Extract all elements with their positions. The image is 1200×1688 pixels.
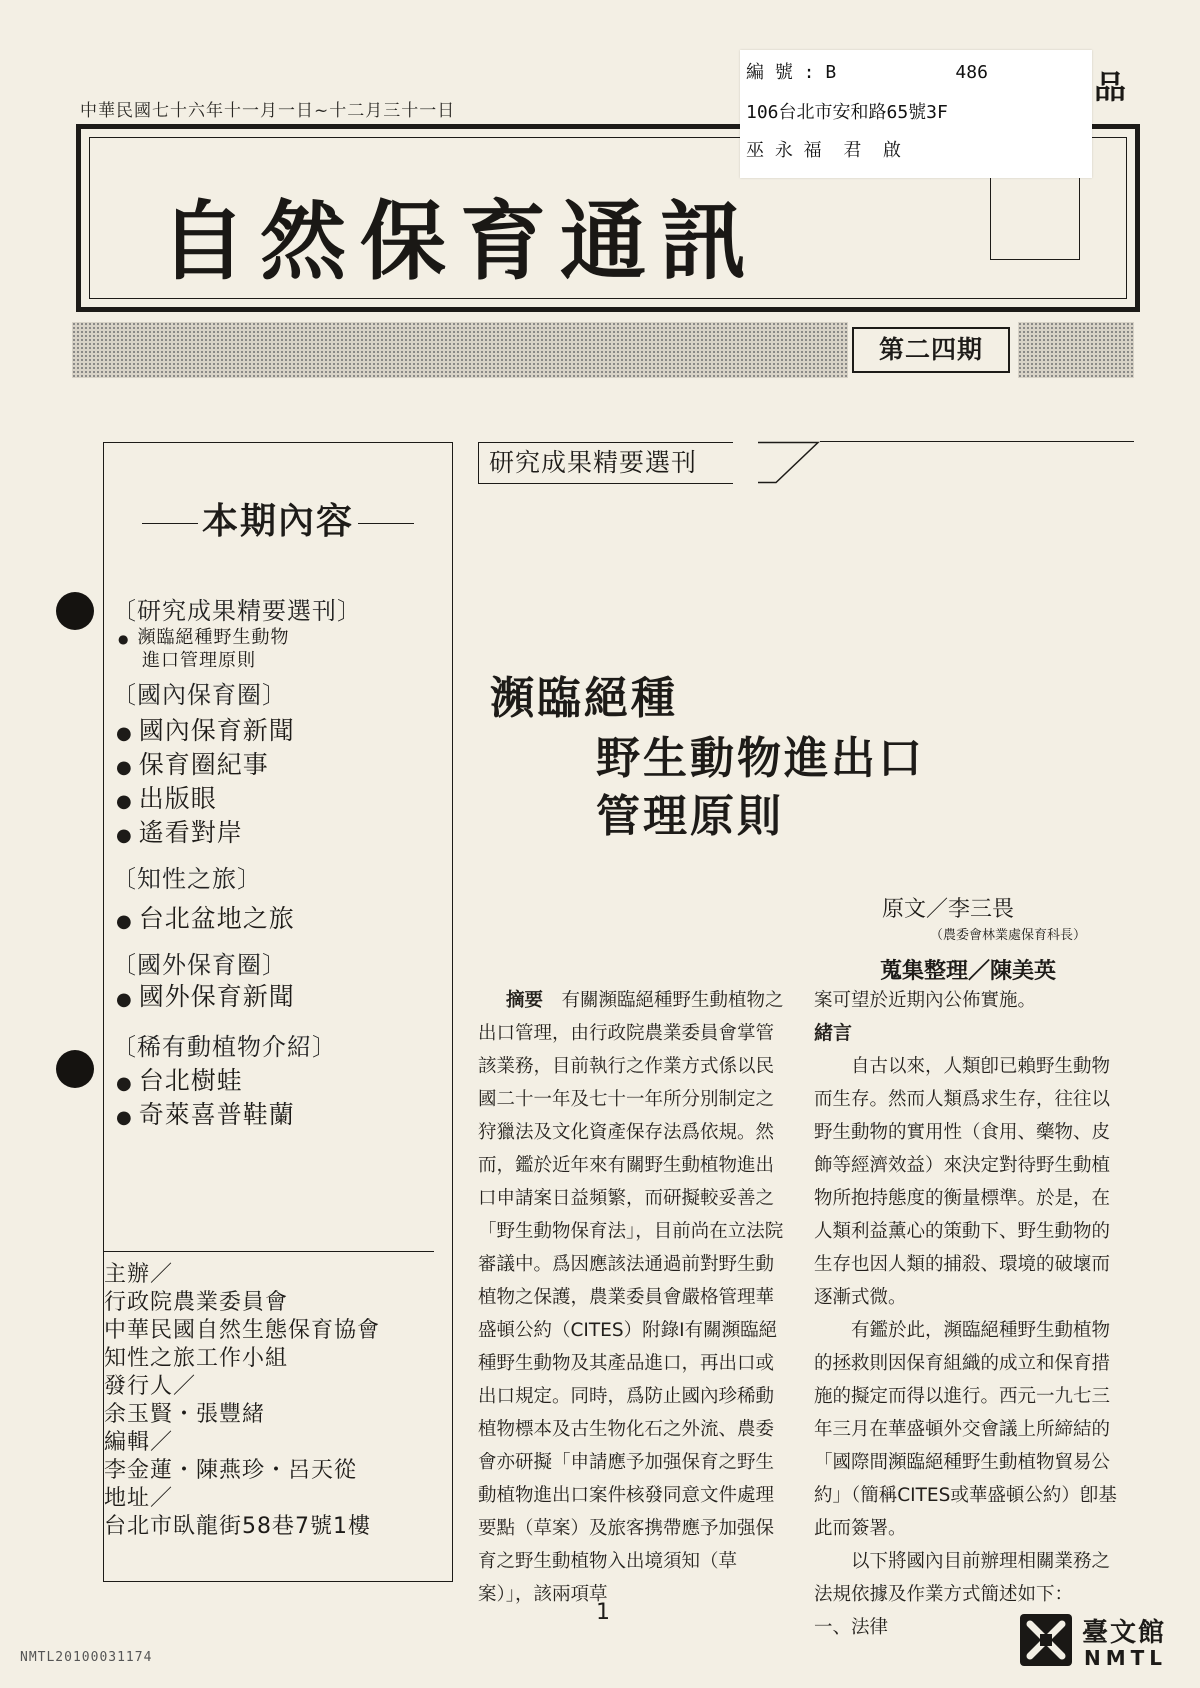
credit-value: 余玉賢・張豐緒 (104, 1402, 266, 1427)
toc-entry-text: 台北盆地之旅 (138, 904, 295, 933)
section-tag: 研究成果精要選刊 (478, 442, 733, 484)
dotted-band-right (1018, 322, 1134, 378)
logo-chinese-name: 臺文館 (1082, 1618, 1167, 1648)
credit-label: 編輯／ (104, 1430, 174, 1455)
toc-entry (116, 977, 295, 1013)
paragraph: 一、法律 (814, 1617, 889, 1638)
page-number: 1 (596, 1600, 610, 1625)
binder-hole (56, 592, 94, 630)
mailing-label-line: 106台北市安和路65號3F (746, 102, 948, 123)
heading-rule (358, 523, 414, 524)
credit-value: 行政院農業委員會 (104, 1290, 289, 1315)
header-rule (820, 441, 1134, 442)
bullet-icon: ● (116, 1073, 133, 1094)
toc-entry (116, 813, 243, 849)
toc-entry-text: 台北樹蛙 (138, 1066, 243, 1095)
credit-label: 發行人／ (104, 1374, 197, 1399)
mailing-label-line: 編 號 : B 486 (746, 62, 988, 83)
toc-heading-text: 本期內容 (201, 501, 354, 542)
article-title-line: 管理原則 (596, 791, 784, 842)
binder-hole (56, 1050, 94, 1088)
toc-entry (116, 745, 269, 781)
dotted-band-left (72, 322, 848, 378)
masthead-edge-char: 品 (1094, 68, 1127, 106)
credit-value: 知性之旅工作小組 (104, 1346, 289, 1371)
toc-category: 〔研究成果精要選刊〕 (112, 597, 362, 625)
article-column-2 (814, 984, 1120, 1644)
toc-category: 〔國外保育圈〕 (112, 951, 287, 979)
paragraph: 以下將國內目前辦理相關業務之法規依據及作業方式簡述如下： (814, 1551, 1111, 1605)
toc-entry (116, 1061, 243, 1097)
toc-category: 〔稀有動植物介紹〕 (112, 1033, 337, 1061)
toc-category: 〔知性之旅〕 (112, 865, 262, 893)
postage-stamp-box (990, 170, 1080, 260)
paragraph: 有鑑於此，瀕臨絕種野生動植物的拯救則因保育組織的成立和保育措施的擬定而得以進行。西元一九七三年三月在華盛頓外交會議上所締結的「國際間瀕臨絕種野生動植物貿易公約」（簡稱CITES或華盛頓公約）卽基此而簽署。 (814, 1320, 1117, 1539)
toc-category: 〔國內保育圈〕 (112, 681, 287, 709)
article-title-line: 瀕臨絕種 (490, 673, 678, 724)
toc-heading (104, 493, 452, 544)
masthead-title: 自然保育通訊 (160, 191, 760, 292)
toc-entry-text: 遙看對岸 (138, 818, 243, 847)
bullet-icon: ● (116, 757, 133, 778)
publication-credits (104, 1261, 444, 1541)
logo-english-name: NMTL (1084, 1646, 1168, 1670)
bullet-icon: ● (116, 791, 133, 812)
toc-entry (118, 627, 289, 672)
credit-value: 台北市臥龍街58巷7號1樓 (104, 1514, 371, 1539)
mailing-label (740, 50, 1092, 178)
mailing-label-line: 巫 永 福 君 啟 (746, 140, 902, 161)
credit-value: 中華民國自然生態保育協會 (104, 1318, 381, 1343)
toc-entry (116, 899, 295, 935)
credit-label: 地址／ (104, 1486, 174, 1511)
bullet-icon: ● (116, 911, 133, 932)
toc-entry-text: 國內保育新聞 (138, 716, 295, 745)
author-affiliation: （農委會林業處保育科長） (930, 928, 1087, 943)
bullet-icon: ● (116, 1107, 133, 1128)
section-heading: 緒言 (814, 1022, 853, 1044)
toc-entry-text: 出版眼 (138, 784, 217, 813)
heading-rule (142, 523, 198, 524)
bullet-icon: ● (116, 825, 133, 846)
toc-entry (116, 711, 295, 747)
paragraph: 自古以來，人類卽已賴野生動物而生存。然而人類爲求生存，往往以野生動物的實用性（食用、藥物、皮飾等經濟效益）來決定對待野生動植物所抱持態度的衡量標準。於是，在人類利益薰心的策動下、野生動物的生存也因人類的捕殺、環境的破壞而逐漸式微。 (814, 1056, 1111, 1308)
article-title-line: 野生動物進出口 (596, 733, 925, 784)
bullet-icon: ● (116, 989, 133, 1010)
issue-number: 第二四期 (852, 327, 1010, 373)
credit-value: 李金蓮・陳燕珍・呂天從 (104, 1458, 358, 1483)
bullet-icon: ● (116, 723, 133, 744)
toc-divider (104, 1251, 434, 1252)
toc-entry-text: 國外保育新聞 (138, 982, 295, 1011)
toc-entry-text: 進口管理原則 (142, 650, 256, 671)
section-tag-corner (758, 438, 820, 484)
paragraph: 案可望於近期內公佈實施。 (814, 990, 1037, 1011)
table-of-contents (103, 442, 453, 1582)
nmtl-logo (1020, 1608, 1188, 1676)
toc-entry (116, 779, 217, 815)
bullet-icon: ● (118, 632, 130, 646)
toc-entry-text: 保育圈紀事 (138, 750, 269, 779)
toc-entry-text: 奇萊喜普鞋蘭 (138, 1100, 295, 1129)
abstract-label: 摘要 (506, 990, 544, 1011)
compiler-byline: 蒐集整理／陳美英 (880, 959, 1057, 984)
publication-date: 中華民國七十六年十一月一日~十二月三十一日 (80, 101, 456, 121)
abstract-text: 有關瀕臨絕種野生動植物之出口管理，由行政院農業委員會掌管該業務，目前執行之作業方式係以民國二十一年及七十一年所分別制定之狩獵法及文化資產保存法爲依規。然而，鑑於近年來有關野生動植物進出口申請案日益頻繁，而研擬較妥善之「野生動物保育法」，目前尚在立法院審議中。爲因應該法通過前對野生動植物之保護，農業委員會嚴格管理華盛頓公約（CITES）附錄Ⅰ有關瀕臨絕種野生動物及其產品進口，再出口或出口規定。同時，爲防止國內珍稀動植物標本及古生物化石之外流、農委會亦研擬「申請應予加强保育之野生動植物進出口案件核發同意文件處理要點（草案）及旅客携帶應予加强保育之野生動植物入出境須知（草案）」，該兩項草 (478, 990, 784, 1605)
author-byline: 原文／李三畏 (882, 897, 1015, 922)
article-column-1 (478, 984, 784, 1611)
nmtl-logo-icon (1020, 1614, 1072, 1666)
toc-entry (116, 1095, 295, 1131)
toc-entry-text: 瀕臨絕種野生動物 (137, 627, 290, 648)
credit-label: 主辦／ (104, 1262, 174, 1287)
archive-id: NMTL20100031174 (20, 1650, 153, 1665)
